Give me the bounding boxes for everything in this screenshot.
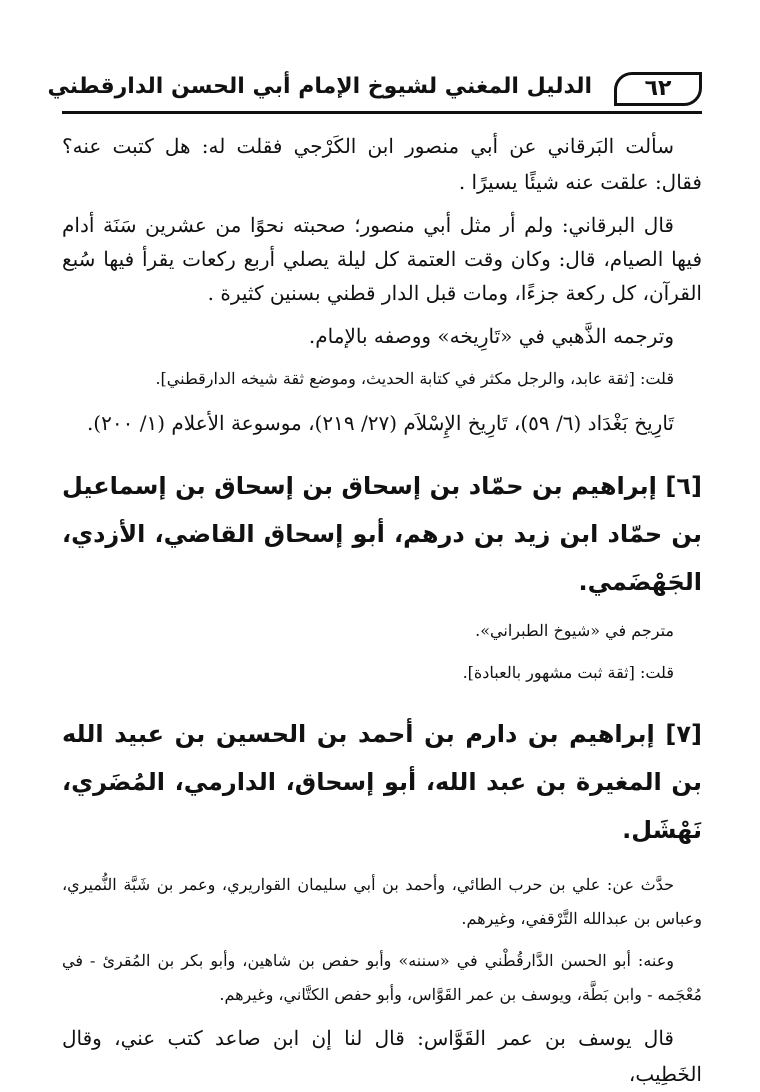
running-title: الدليل المغني لشيوخ الإمام أبي الحسن الدارقطني (47, 74, 592, 99)
paragraph-references: تَارِيخ بَغْدَاد (٦/ ٥٩)، تَارِيخ الإِسْلاَم (٢٧/ ٢١٩)، موسوعة الأعلام (١/ ٢٠٠). (86, 411, 674, 435)
entry-7-title: [٧] إبراهيم بن دارم بن أحمد بن الحسين بن عبيد الله بن المغيرة بن عبد الله، أبو إسحاق، الدارمي، المُضَري، نَهْشَل. (62, 720, 702, 844)
entry-6-translated-in: مترجم في «شيوخ الطبراني». (475, 621, 674, 640)
paragraph-barqani-question: سألت البَرقاني عن أبي منصور ابن الكَرْجي فقلت له: هل كتبت عنه؟ فقال: علقت عنه شيئًا يسيرًا . (62, 134, 702, 194)
header-rule (62, 111, 702, 114)
page-header (47, 70, 702, 114)
paragraph-author-verdict: قلت: [ثقة عابد، والرجل مكثر في كتابة الحديث، وموضع ثقة شيخه الدارقطني]. (155, 369, 674, 388)
entry-6-title: [٦] إبراهيم بن حمّاد بن إسحاق بن إسحاق بن إسماعيل بن حمّاد ابن زيد بن درهم، أبو إسحاق القاضي، الأزدي، الجَهْضَمي. (62, 472, 702, 596)
entry-7-qawwas-quote: قال يوسف بن عمر القَوَّاس: قال لنا إن ابن صاعد كتب عني، وقال الخَطِيب، (62, 1026, 702, 1086)
paragraph-dhahabi-note: وترجمه الذَّهبي في «تَارِيخه» ووصفه بالإمام. (308, 324, 674, 348)
entry-7-narrated-from: حدَّث عن: علي بن حرب الطائي، وأحمد بن أبي سليمان القواريري، وعمر بن شَبَّة النُّميري، وعباس بن عبدالله التَّرْقفي، وغيرهم. (62, 875, 702, 928)
entry-6-verdict: قلت: [ثقة ثبت مشهور بالعبادة]. (462, 663, 674, 682)
page-number: ٦٢ (614, 72, 702, 106)
entry-7-narrators: وعنه: أبو الحسن الدَّارقُطْني في «سننه» وأبو حفص بن شاهين، وأبو بكر بن المُقرئ - في مُعْجَمه - وابن بَطَّة، ويوسف بن عمر القَوَّاس، وأبو حفص الكتَّاني، وغيرهم. (62, 951, 702, 1004)
page-body (62, 128, 702, 1092)
paragraph-barqani-account: قال البرقاني: ولم أر مثل أبي منصور؛ صحبته نحوًا من عشرين سَنَة أدام فيها الصيام، قال: وكان وقت العتمة كل ليلة يصلي أربع ركعات يقرأ فيها سُبع القرآن، كل ركعة جزءًا، ومات قبل الدار قطني بسنين كثيرة . (62, 213, 702, 305)
